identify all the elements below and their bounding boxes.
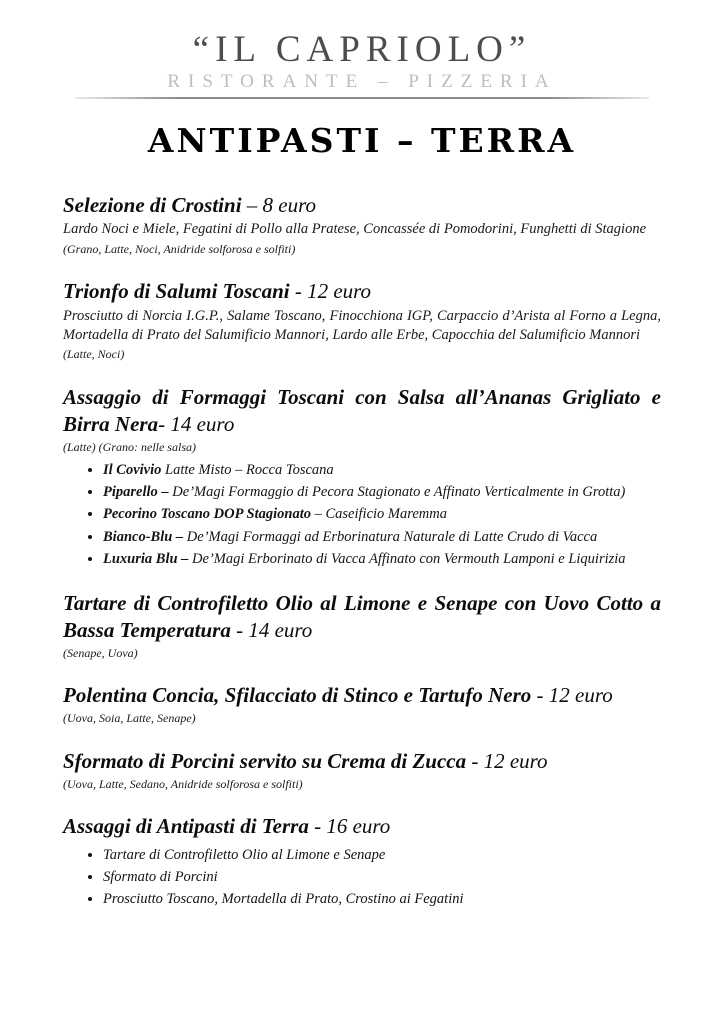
menu-item-heading: [63, 813, 661, 840]
list-item: • Sformato di Porcini: [103, 868, 661, 887]
menu-item-price: - 14 euro: [230, 617, 313, 642]
menu-item-heading: [63, 748, 661, 775]
cheese-name: Bianco-Blu –: [103, 528, 184, 545]
menu-item: [63, 590, 661, 661]
menu-item-allergens: (Latte, Noci): [63, 347, 125, 362]
menu-item: [63, 192, 661, 258]
menu-item-description: Prosciutto di Norcia I.G.P., Salame Toscano, Finocchiona IGP, Carpaccio d’Arista al Forno a Legna, Mortadella di Prato del Salumificio Mannori, Lardo alle Erbe, Capocchia del Salumificio Mannori: [63, 308, 661, 344]
menu-item-allergens: (Uova, Soia, Latte, Senape): [63, 711, 196, 726]
menu-item-name: Assaggi di Antipasti di Terra: [63, 814, 309, 839]
cheese-list: [63, 461, 661, 569]
cheese-name: Piparello –: [103, 484, 169, 501]
menu-item: [63, 813, 661, 909]
menu-item-allergens: (Uova, Latte, Sedano, Anidride solforosa e solfiti): [63, 776, 303, 791]
menu-item-allergens: (Senape, Uova): [63, 645, 138, 660]
menu-item-heading: [63, 682, 661, 709]
menu-item: [63, 682, 661, 726]
menu-item-price: - 16 euro: [308, 814, 391, 839]
menu-item-heading: [63, 192, 661, 219]
cheese-name: Luxuria Blu –: [103, 550, 189, 567]
menu-item-name: Sformato di Porcini servito su Crema di Zucca: [63, 748, 467, 773]
list-item: [103, 550, 661, 569]
menu-item-description: Lardo Noci e Miele, Fegatini di Pollo alla Pratese, Concassée di Pomodorini, Funghetti di Stagione: [63, 221, 647, 238]
cheese-name: Il Covivio: [103, 462, 162, 479]
cheese-detail: – Caseificio Maremma: [310, 506, 447, 523]
restaurant-name: “IL CAPRIOLO”: [192, 29, 532, 70]
menu-item-allergens: (Latte) (Grano: nelle salsa): [63, 439, 196, 454]
masthead: [63, 30, 661, 99]
menu-item-price: - 14 euro: [158, 411, 235, 436]
list-item: [103, 461, 661, 480]
menu-item: [63, 384, 661, 569]
masthead-divider: [75, 97, 649, 99]
page-title: ANTIPASTI – TERRA: [147, 120, 577, 160]
menu-item-name: Assaggio di Formaggi Toscani con Salsa all’Ananas Grigliato e Birra Nera: [63, 384, 661, 436]
menu-item-heading: [63, 384, 661, 438]
cheese-detail: De’Magi Erborinato di Vacca Affinato con Vermouth Lamponi e Liquirizia: [188, 550, 626, 567]
cheese-detail: De’Magi Formaggio di Pecora Stagionato e Affinato Verticalmente in Grotta): [168, 484, 626, 501]
list-item: • Tartare di Controfiletto Olio al Limone e Senape: [103, 846, 661, 865]
list-item: [103, 528, 661, 547]
list-item: [103, 505, 661, 524]
menu-section: [63, 192, 661, 910]
restaurant-subtitle: RISTORANTE – PIZZERIA: [167, 70, 557, 92]
list-item: • Prosciutto Toscano, Mortadella di Prato, Crostino ai Fegatini: [103, 890, 661, 909]
cheese-name: Pecorino Toscano DOP Stagionato: [103, 506, 311, 523]
menu-item-price: - 12 euro: [531, 683, 613, 708]
menu-item-price: - 12 euro: [466, 748, 548, 773]
menu-item-price: - 12 euro: [289, 279, 372, 304]
menu-item-heading: [63, 278, 661, 305]
menu-item: [63, 748, 661, 792]
menu-item-name: Polentina Concia, Sfilacciato di Stinco e Tartufo Nero: [63, 683, 532, 708]
menu-item-name: Tartare di Controfiletto Olio al Limone e Senape con Uovo Cotto a Bassa Temperatura: [63, 590, 661, 642]
menu-item-price: – 8 euro: [241, 192, 316, 217]
menu-item-name: Trionfo di Salumi Toscani: [63, 279, 290, 304]
menu-item-name: Selezione di Crostini: [63, 192, 242, 217]
tasting-list: [63, 846, 661, 909]
menu-item-heading: [63, 590, 661, 644]
cheese-detail: De’Magi Formaggi ad Erborinatura Naturale di Latte Crudo di Vacca: [183, 528, 598, 545]
menu-item-allergens: (Grano, Latte, Noci, Anidride solforosa e solfiti): [63, 241, 296, 256]
list-item: [103, 483, 661, 502]
cheese-detail: Latte Misto – Rocca Toscana: [161, 462, 334, 479]
menu-item: [63, 278, 661, 363]
